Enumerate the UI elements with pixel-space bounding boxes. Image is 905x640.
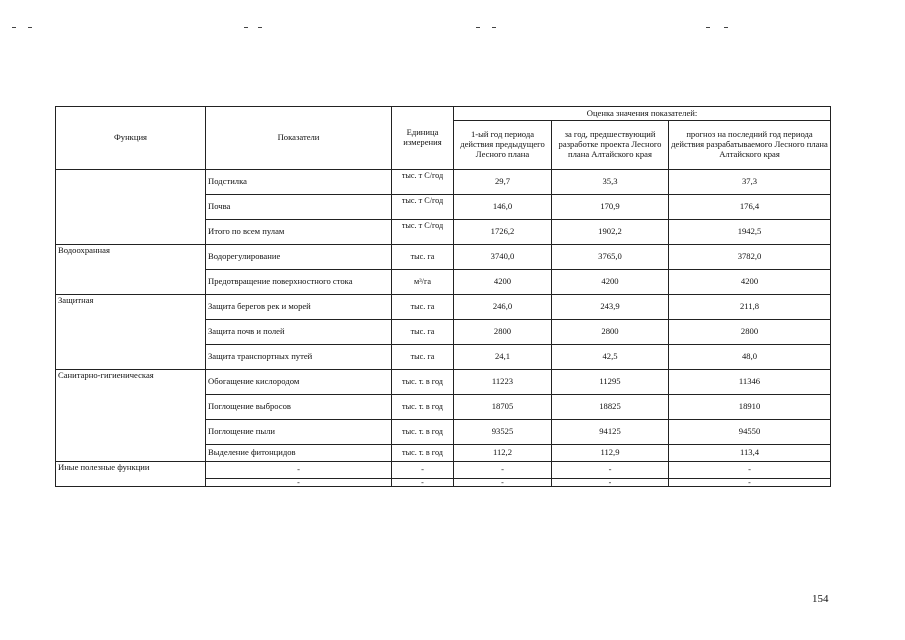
- unit-cell: тыс. га: [392, 345, 454, 370]
- header-evaluation: Оценка значения показателей:: [454, 107, 831, 121]
- value-cell: 48,0: [669, 345, 831, 370]
- value-cell: 113,4: [669, 445, 831, 462]
- function-cell: Иные полезные функции: [56, 462, 206, 487]
- value-cell: 2800: [552, 320, 669, 345]
- value-cell: -: [552, 479, 669, 487]
- value-cell: 170,9: [552, 195, 669, 220]
- value-cell: 4200: [669, 270, 831, 295]
- value-cell: 176,4: [669, 195, 831, 220]
- indicators-table: [55, 106, 831, 487]
- table-row: [56, 462, 831, 479]
- function-cell: Санитарно-гигиеническая: [56, 370, 206, 462]
- unit-cell: тыс. т С/год: [392, 170, 454, 195]
- function-cell: Водоохранная: [56, 245, 206, 295]
- unit-cell: -: [392, 479, 454, 487]
- indicator-cell: Почва: [206, 195, 392, 220]
- table-row: [56, 295, 831, 320]
- table-row: [56, 245, 831, 270]
- indicator-cell: -: [206, 462, 392, 479]
- value-cell: 11346: [669, 370, 831, 395]
- value-cell: 18705: [454, 395, 552, 420]
- value-cell: 112,9: [552, 445, 669, 462]
- value-cell: 37,3: [669, 170, 831, 195]
- header-function: Функция: [56, 107, 206, 170]
- unit-cell: тыс. т. в год: [392, 395, 454, 420]
- header-prev-year: за год, предшествующий разработке проекта Лесного плана Алтайского края: [552, 121, 669, 170]
- value-cell: 246,0: [454, 295, 552, 320]
- value-cell: 3740,0: [454, 245, 552, 270]
- indicator-cell: Поглощение пыли: [206, 420, 392, 445]
- unit-cell: тыс. т. в год: [392, 420, 454, 445]
- value-cell: -: [454, 479, 552, 487]
- value-cell: 146,0: [454, 195, 552, 220]
- unit-cell: -: [392, 462, 454, 479]
- indicator-cell: Подстилка: [206, 170, 392, 195]
- value-cell: 1942,5: [669, 220, 831, 245]
- indicator-cell: Поглощение выбросов: [206, 395, 392, 420]
- value-cell: -: [669, 462, 831, 479]
- value-cell: 94550: [669, 420, 831, 445]
- value-cell: 29,7: [454, 170, 552, 195]
- value-cell: 112,2: [454, 445, 552, 462]
- table-row: [56, 170, 831, 195]
- value-cell: 211,8: [669, 295, 831, 320]
- indicator-cell: -: [206, 479, 392, 487]
- header-first-year: 1-ый год периода действия предыдущего Лесного плана: [454, 121, 552, 170]
- indicator-cell: Защита почв и полей: [206, 320, 392, 345]
- value-cell: 3765,0: [552, 245, 669, 270]
- unit-cell: м³/га: [392, 270, 454, 295]
- indicator-cell: Защита транспортных путей: [206, 345, 392, 370]
- unit-cell: тыс. га: [392, 245, 454, 270]
- value-cell: 18825: [552, 395, 669, 420]
- value-cell: 1726,2: [454, 220, 552, 245]
- value-cell: 93525: [454, 420, 552, 445]
- value-cell: 42,5: [552, 345, 669, 370]
- unit-cell: тыс. га: [392, 295, 454, 320]
- header-row-1: [56, 107, 831, 121]
- indicator-cell: Предотвращение поверхностного стока: [206, 270, 392, 295]
- value-cell: -: [454, 462, 552, 479]
- value-cell: 11223: [454, 370, 552, 395]
- value-cell: 11295: [552, 370, 669, 395]
- value-cell: -: [552, 462, 669, 479]
- value-cell: 35,3: [552, 170, 669, 195]
- indicator-cell: Итого по всем пулам: [206, 220, 392, 245]
- value-cell: 24,1: [454, 345, 552, 370]
- unit-cell: тыс. т. в год: [392, 370, 454, 395]
- value-cell: 243,9: [552, 295, 669, 320]
- indicator-cell: Защита берегов рек и морей: [206, 295, 392, 320]
- value-cell: 94125: [552, 420, 669, 445]
- function-cell: [56, 170, 206, 245]
- value-cell: 4200: [454, 270, 552, 295]
- value-cell: -: [669, 479, 831, 487]
- table-row: [56, 370, 831, 395]
- value-cell: 1902,2: [552, 220, 669, 245]
- value-cell: 18910: [669, 395, 831, 420]
- value-cell: 3782,0: [669, 245, 831, 270]
- indicator-cell: Обогащение кислородом: [206, 370, 392, 395]
- header-indicators: Показатели: [206, 107, 392, 170]
- value-cell: 4200: [552, 270, 669, 295]
- unit-cell: тыс. га: [392, 320, 454, 345]
- unit-cell: тыс. т. в год: [392, 445, 454, 462]
- unit-cell: тыс. т С/год: [392, 195, 454, 220]
- value-cell: 2800: [669, 320, 831, 345]
- indicator-cell: Выделение фитонцидов: [206, 445, 392, 462]
- header-forecast: прогноз на последний год периода действия разрабатываемого Лесного плана Алтайского края: [669, 121, 831, 170]
- page-number: 154: [812, 593, 829, 605]
- function-cell: Защитная: [56, 295, 206, 370]
- indicator-cell: Водорегулирование: [206, 245, 392, 270]
- unit-cell: тыс. т С/год: [392, 220, 454, 245]
- value-cell: 2800: [454, 320, 552, 345]
- header-unit: Единица измерения: [392, 107, 454, 170]
